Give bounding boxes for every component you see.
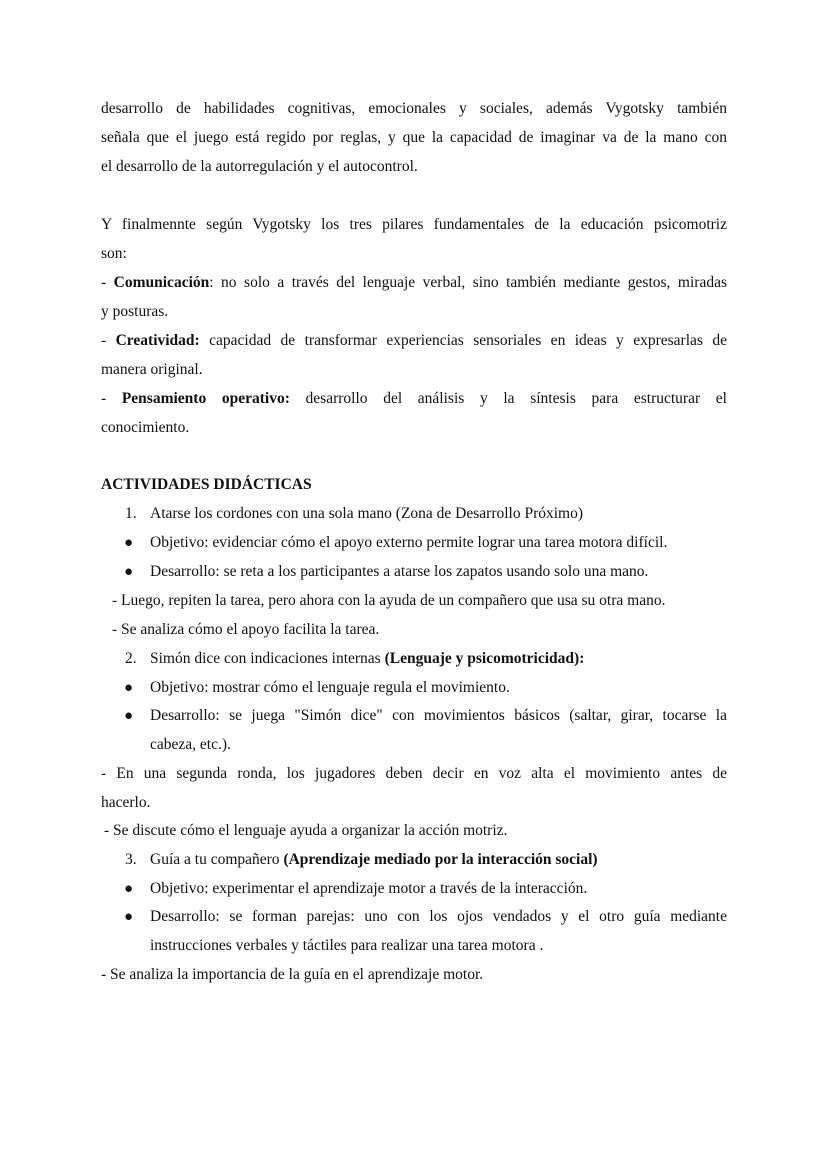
activity-3-title xyxy=(150,850,598,870)
pillar-term: Pensamiento operativo: xyxy=(121,390,290,407)
activities-heading-text: ACTIVIDADES DIDÁCTICAS xyxy=(101,476,312,493)
intro-line-3: el desarrollo de la autorregulación y el autocontrol. xyxy=(101,158,418,175)
intro-line-1: desarrollo de habilidades cognitivas, emocionales y sociales, además Vygotsky también xyxy=(101,100,727,117)
bullet-icon: ● xyxy=(124,881,134,897)
activity-2-number: 2. xyxy=(125,650,137,667)
activity-2-objective: Objetivo: mostrar cómo el lenguaje regula el movimiento. xyxy=(150,679,510,696)
pillar-pensamiento xyxy=(101,389,727,409)
bullet-icon: ● xyxy=(124,564,134,580)
activity-3-title-bold: (Aprendizaje mediado por la interacción social) xyxy=(283,851,598,868)
bullet-icon: ● xyxy=(124,535,134,551)
pillar-description: capacidad de transformar experiencias sensoriales en ideas y expresarlas de xyxy=(199,332,727,349)
pillar-description: : no solo a través del lenguaje verbal, sino también mediante gestos, miradas xyxy=(209,274,727,291)
activity-3-title-plain: Guía a tu compañero xyxy=(150,851,284,868)
pillar-creatividad-cont: manera original. xyxy=(101,361,203,378)
activity-2-title xyxy=(150,649,584,669)
bullet-icon: ● xyxy=(124,909,134,925)
activity-1-objective: Objetivo: evidenciar cómo el apoyo externo permite lograr una tarea motora difícil. xyxy=(150,534,668,551)
pillar-comunicacion-cont: y posturas. xyxy=(101,303,169,320)
dash: - xyxy=(101,332,116,349)
bullet-icon: ● xyxy=(124,708,134,724)
pillar-comunicacion xyxy=(101,273,727,293)
activity-1-note-1: - Luego, repiten la tarea, pero ahora con la ayuda de un compañero que usa su otra mano. xyxy=(112,592,666,609)
pillar-pensamiento-cont: conocimiento. xyxy=(101,419,190,436)
activity-2-development-line-1: Desarrollo: se juega "Simón dice" con movimientos básicos (saltar, girar, tocarse la xyxy=(150,707,727,724)
activity-2-development-line-2: cabeza, etc.). xyxy=(150,736,231,753)
dash: - xyxy=(101,390,122,407)
activity-2-title-bold: (Lenguaje y psicomotricidad): xyxy=(384,650,585,667)
activity-3-development-line-2: instrucciones verbales y táctiles para realizar una tarea motora . xyxy=(150,937,544,954)
activity-3-objective: Objetivo: experimentar el aprendizaje motor a través de la interacción. xyxy=(150,880,588,897)
activity-2-title-plain: Simón dice con indicaciones internas xyxy=(150,650,385,667)
activity-2-note-1-line-1: - En una segunda ronda, los jugadores deben decir en voz alta el movimiento antes de xyxy=(101,765,727,782)
activity-3-development-line-1: Desarrollo: se forman parejas: uno con los ojos vendados y el otro guía mediante xyxy=(150,908,727,925)
pillar-term: Comunicación xyxy=(113,274,210,291)
bullet-icon: ● xyxy=(124,680,134,696)
pillars-intro-line-1: Y finalmennte según Vygotsky los tres pilares fundamentales de la educación psicomotriz xyxy=(101,216,727,233)
pillar-term: Creatividad: xyxy=(115,332,200,349)
intro-line-2: señala que el juego está regido por reglas, y que la capacidad de imaginar va de la mano con xyxy=(101,129,727,146)
activity-3-note: - Se analiza la importancia de la guía en el aprendizaje motor. xyxy=(101,966,484,983)
activity-2-note-2: - Se discute cómo el lenguaje ayuda a organizar la acción motriz. xyxy=(104,822,508,839)
dash: - xyxy=(101,274,114,291)
pillar-creatividad xyxy=(101,331,727,351)
activity-3-number: 3. xyxy=(125,851,137,868)
activities-heading xyxy=(101,475,312,495)
activity-1-number: 1. xyxy=(125,505,137,522)
activity-1-note-2: - Se analiza cómo el apoyo facilita la tarea. xyxy=(112,621,380,638)
activity-1-title: Atarse los cordones con una sola mano (Zona de Desarrollo Próximo) xyxy=(150,505,584,522)
activity-1-development: Desarrollo: se reta a los participantes a atarse los zapatos usando solo una mano. xyxy=(150,563,649,580)
pillars-intro-line-2: son: xyxy=(101,245,127,262)
pillar-description: desarrollo del análisis y la síntesis para estructurar el xyxy=(289,390,727,407)
activity-2-note-1-line-2: hacerlo. xyxy=(101,794,151,811)
